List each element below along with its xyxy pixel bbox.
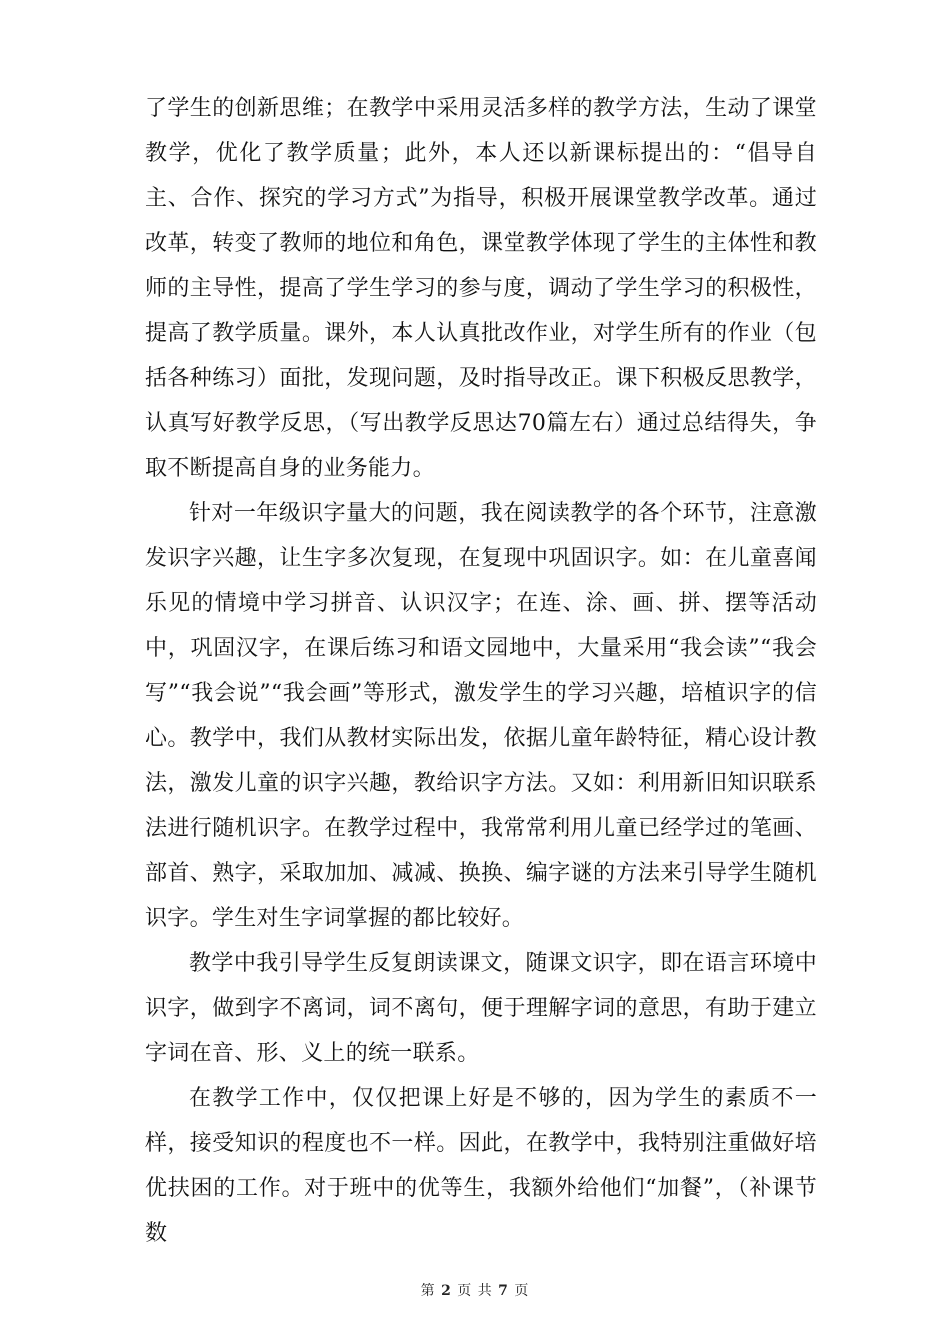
paragraph-continuation: 了学生的创新思维；在教学中采用灵活多样的教学方法，生动了课堂教学，优化了教学质量；此外，本人还以新课标提出的：“倡导自主、合作、探究的学习方式”为指导，积极开展课堂教学改革。通过改革，转变了教师的地位和角色，课堂教学体现了学生的主体性和教师的主导性，提高了学生学习的参与度，调动了学生学习的积极性，提高了教学质量。课外，本人认真批改作业，对学生所有的作业（包括各种练习）面批，发现问题，及时指导改正。课下积极反思教学，认真写好教学反思，（写出教学反思达70篇左右）通过总结得失，争取不断提高自身的业务能力。 [145,96,817,481]
page-footer [0,1281,950,1301]
document-body [145,86,817,1256]
footer-current-page: 2 [441,1283,452,1299]
paragraph-reading-aloud: 教学中我引导学生反复朗读课文，随课文识字，即在语言环境中识字，做到字不离词，词不离句，便于理解字词的意思，有助于建立字词在音、形、义上的统一联系。 [145,951,817,1066]
footer-total-pages: 7 [498,1283,509,1299]
paragraph-tiered-teaching: 在教学工作中，仅仅把课上好是不够的，因为学生的素质不一样，接受知识的程度也不一样。因此，在教学中，我特别注重做好培优扶困的工作。对于班中的优等生，我额外给他们“加餐”，（补课节数 [145,1086,817,1246]
footer-middle: 页 共 [457,1283,493,1299]
paragraph-literacy-interest: 针对一年级识字量大的问题，我在阅读教学的各个环节，注意激发识字兴趣，让生字多次复现，在复现中巩固识字。如：在儿童喜闻乐见的情境中学习拼音、认识汉字；在连、涂、画、拼、摆等活动中，巩固汉字，在课后练习和语文园地中，大量采用“我会读”“我会写”“我会说”“我会画”等形式，激发学生的学习兴趣，培植识字的信心。教学中，我们从教材实际出发，依据儿童年龄特征，精心设计教法，激发儿童的识字兴趣，教给识字方法。又如：利用新旧知识联系法进行随机识字。在教学过程中，我常常利用儿童已经学过的笔画、部首、熟字，采取加加、减减、换换、编字谜的方法来引导学生随机识字。学生对生字词掌握的都比较好。 [145,501,817,931]
footer-prefix: 第 [420,1283,436,1299]
footer-suffix: 页 [514,1283,530,1299]
